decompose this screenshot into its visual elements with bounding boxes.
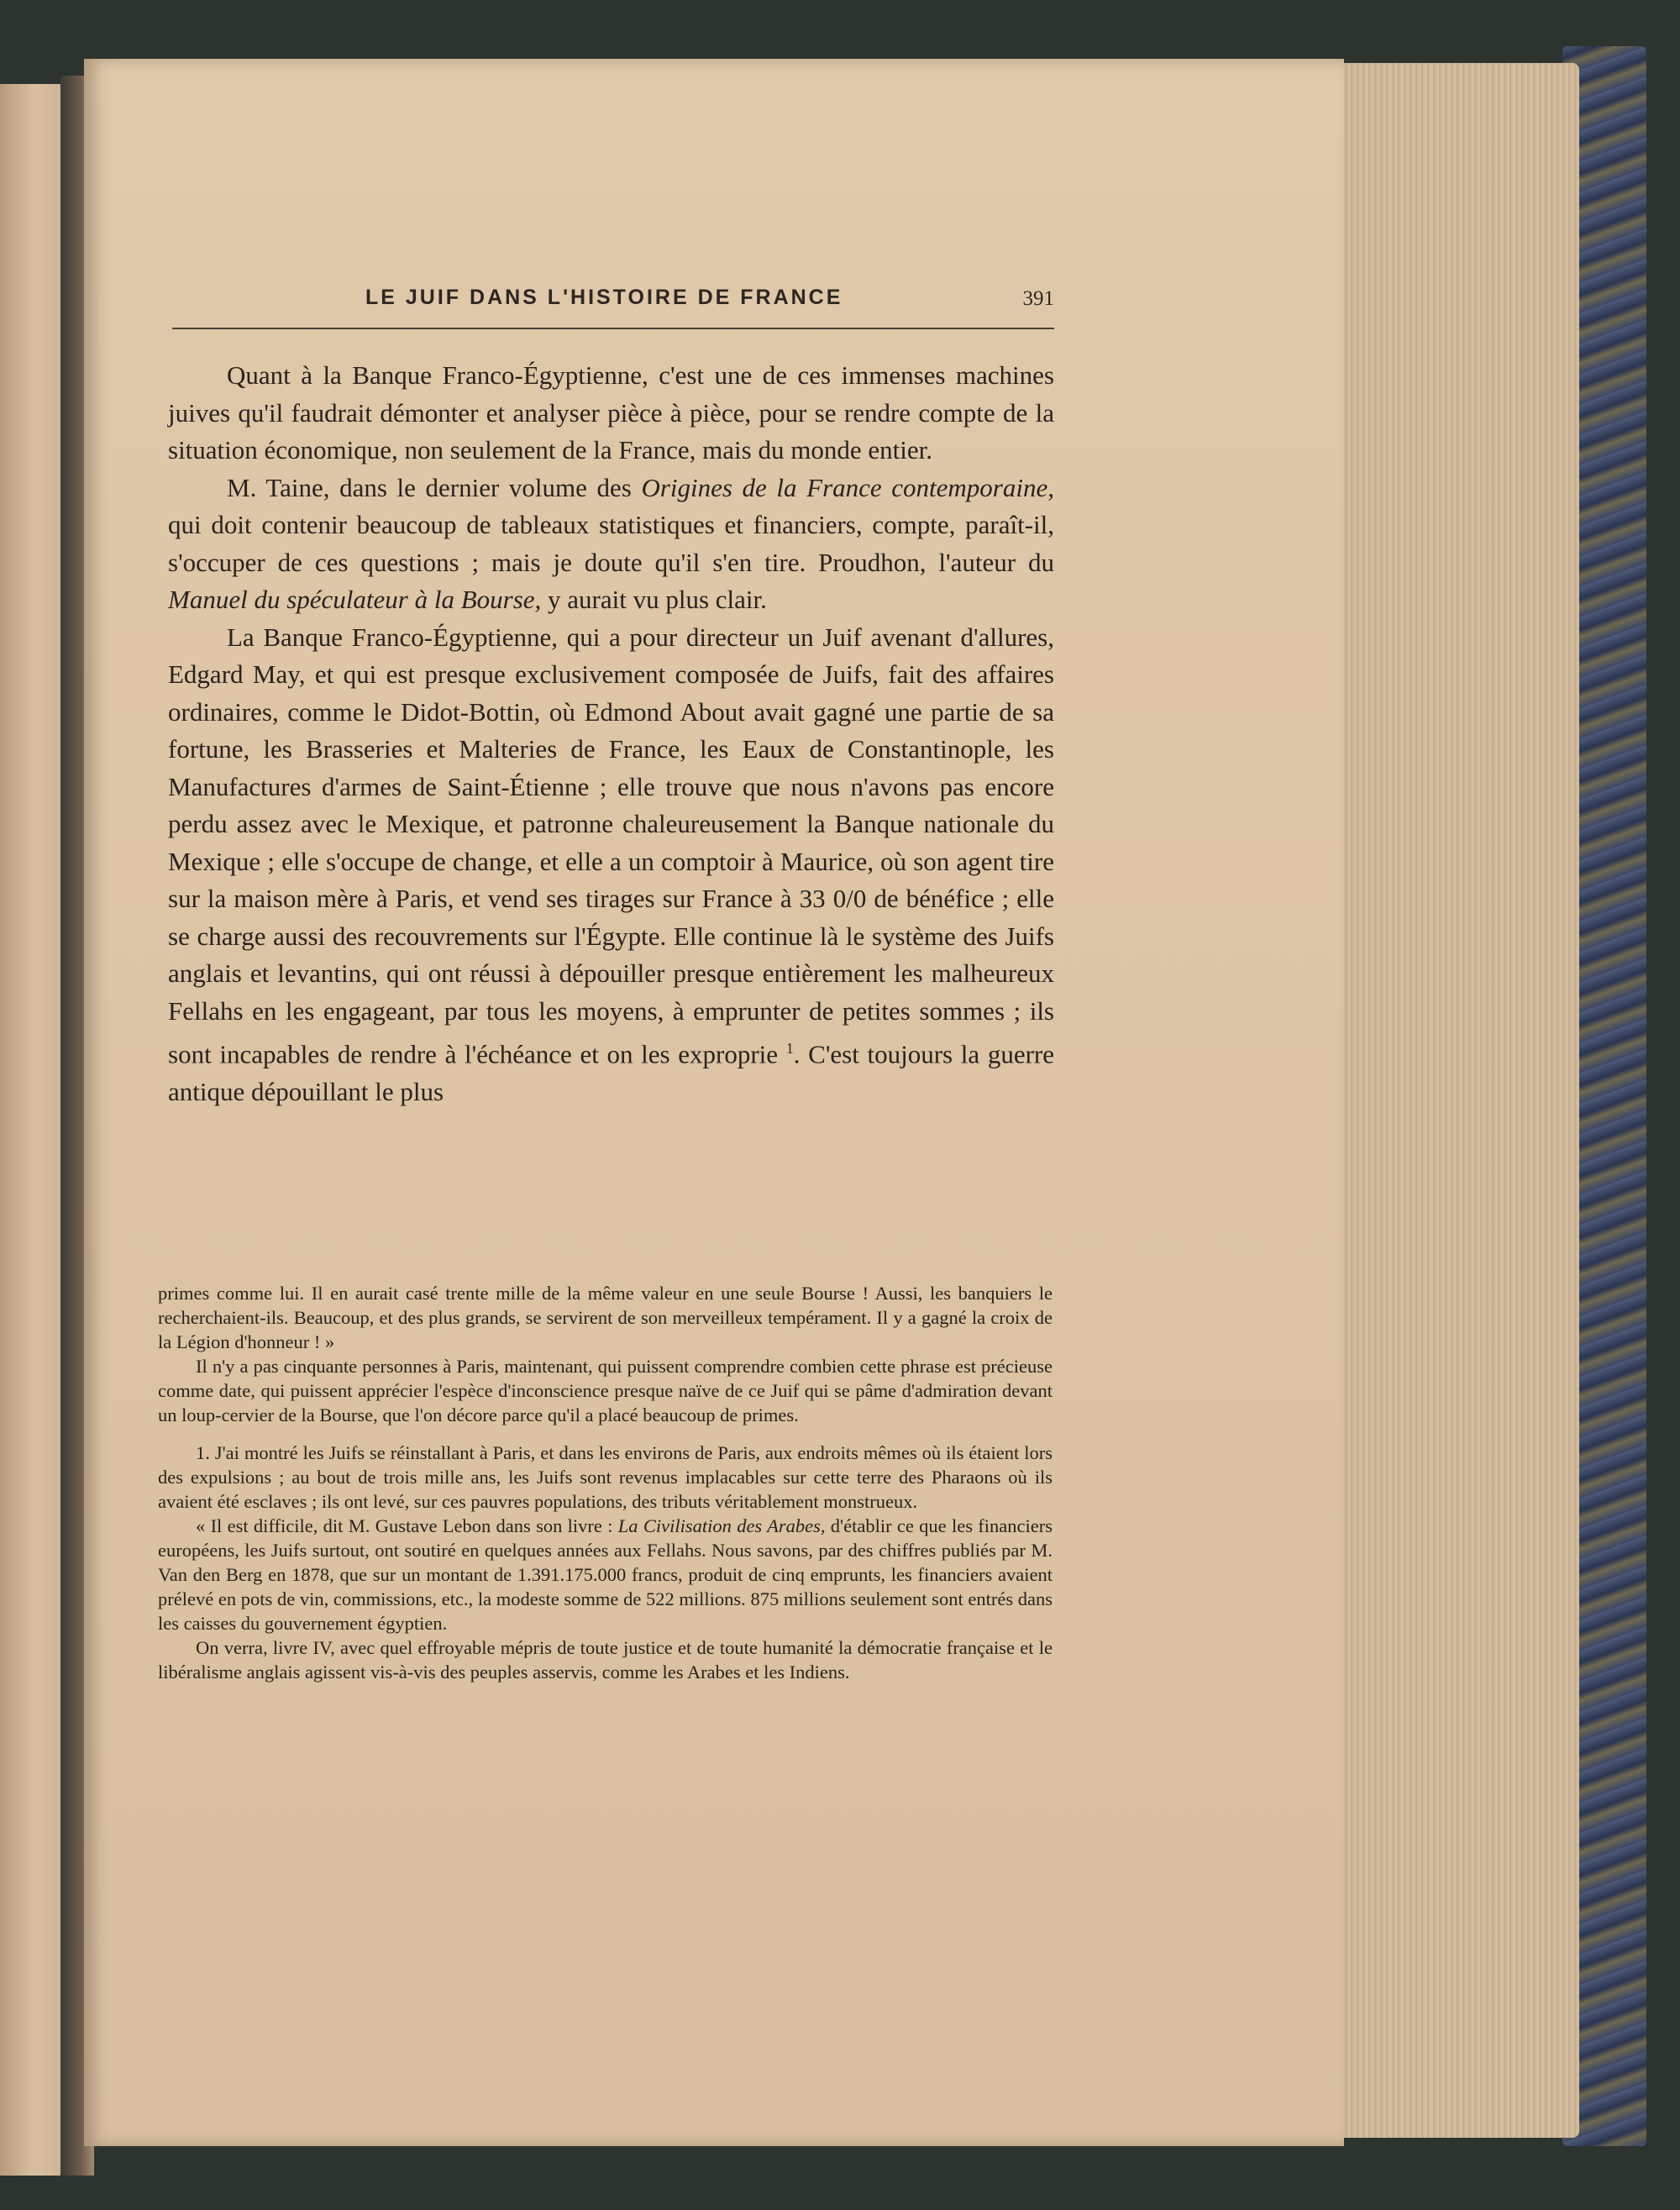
page-stack-edge: [1336, 63, 1579, 2138]
footnote-1-b-rest: d'établir ce que les financiers européens, les Juifs surtout, ont soutiré en quelques années aux Fellahs. Nous savons, par des chiffres publiés par M. Van den Berg en 1878, que sur un montant de 1.391.175.000 francs, produit de cinq emprunts, les financiers avaient prélevé en pots de vin, commissions, etc., la modeste somme de 522 millions. 875 millions seulement sont entrés dans les caisses du gouvernement égyptien.: [158, 1515, 1053, 1634]
book-page: [84, 59, 1344, 2146]
footnote-continuation-2: Il n'y a pas cinquante personnes à Paris, maintenant, qui puissent comprendre combien cette phrase est précieuse comme date, qui puissent apprécier l'espèce d'inconscience presque naïve de ce Juif qui se pâme d'admiration devant un loup-cervier de la Bourse, que l'on décore parce qu'il a placé beaucoup de primes.: [158, 1356, 1053, 1425]
footnote-1-b-start: « Il est difficile, dit M. Gustave Lebon dans son livre :: [196, 1515, 618, 1536]
footnote-reference: 1: [785, 1040, 794, 1057]
book-title-manuel: Manuel du spéculateur à la Bourse,: [168, 585, 542, 614]
paragraph-2-part-b: qui doit contenir beaucoup de tableaux statistiques et financiers, compte, paraît-il, s'occuper de ces questions ; mais je doute qu'il s'en tire. Proudhon, l'auteur du: [168, 510, 1054, 577]
paragraph-1: Quant à la Banque Franco-Égyptienne, c'est une de ces immenses machines juives qu'il faudrait démonter et analyser pièce à pièce, pour se rendre compte de la situation économique, non seulement de la France, mais du monde entier.: [168, 360, 1054, 465]
footnote-gap: [158, 1427, 1053, 1441]
book-title-origines: Origines de la France contemporaine,: [641, 472, 1054, 502]
page-number: 391: [1022, 287, 1054, 310]
paragraph-3: [168, 619, 1054, 1111]
book-title-civilisation: La Civilisation des Arabes,: [617, 1515, 826, 1536]
footnotes: [158, 1281, 1053, 1684]
footnote-1-part-b: [158, 1514, 1053, 1635]
footnote-1-part-a: 1. J'ai montré les Juifs se réinstallant à Paris, et dans les environs de Paris, aux endroits mêmes où ils étaient lors des expulsions ; au bout de trois mille ans, les Juifs sont revenus implacables sur cette terre des Pharaons où ils avaient été esclaves ; ils ont levé, sur ces pauvres populations, des tributs véritablement monstrueux.: [158, 1442, 1053, 1512]
paragraph-3-end: . C'est toujours la guerre antique dépouillant le plus: [168, 1039, 1054, 1106]
footnote-continuation-1: primes comme lui. Il en aurait casé trente mille de la même valeur en une seule Bourse ! Aussi, les banquiers le recherchaient-ils. Beaucoup, et des plus grands, se servirent de son merveilleux tempérament. Il y a gagné la croix de la Légion d'honneur ! »: [158, 1283, 1053, 1352]
footnote-1-part-c: On verra, livre IV, avec quel effroyable mépris de toute justice et de toute humanité la démocratie française et le libéralisme anglais agissent vis-à-vis des peuples asservis, comme les Arabes et les Indiens.: [158, 1637, 1053, 1682]
paragraph-2-part-a: M. Taine, dans le dernier volume des: [227, 472, 642, 502]
running-title: LE JUIF DANS L'HISTOIRE DE FRANCE: [365, 286, 843, 309]
left-page-edge: [0, 84, 67, 2176]
running-head: [172, 286, 1054, 329]
main-text: [168, 357, 1054, 1110]
paragraph-2-part-c: y aurait vu plus clair.: [541, 585, 767, 614]
paragraph-3-text: La Banque Franco-Égyptienne, qui a pour directeur un Juif avenant d'allures, Edgard May, et qui est presque exclusivement composée de Juifs, fait des affaires ordinaires, comme le Didot-Bottin, où Edmond About avait gagné une partie de sa fortune, les Brasseries et Malteries de France, les Eaux de Constantinople, les Manufactures d'armes de Saint-Étienne ; elle trouve que nous n'avons pas encore perdu assez avec le Mexique, et patronne chaleureusement la Banque nationale du Mexique ; elle s'occupe de change, et elle a un comptoir à Maurice, où son agent tire sur la maison mère à Paris, et vend ses tirages sur France à 33 0/0 de bénéfice ; elle se charge aussi des recouvrements sur l'Égypte. Elle continue là le système des Juifs anglais et levantins, qui ont réussi à dépouiller presque entièrement les malheureux Fellahs en les engageant, par tous les moyens, à emprunter de petites sommes ; ils sont incapables de rendre à l'échéance et on les exproprie: [168, 622, 1054, 1069]
paragraph-2: [168, 470, 1054, 619]
